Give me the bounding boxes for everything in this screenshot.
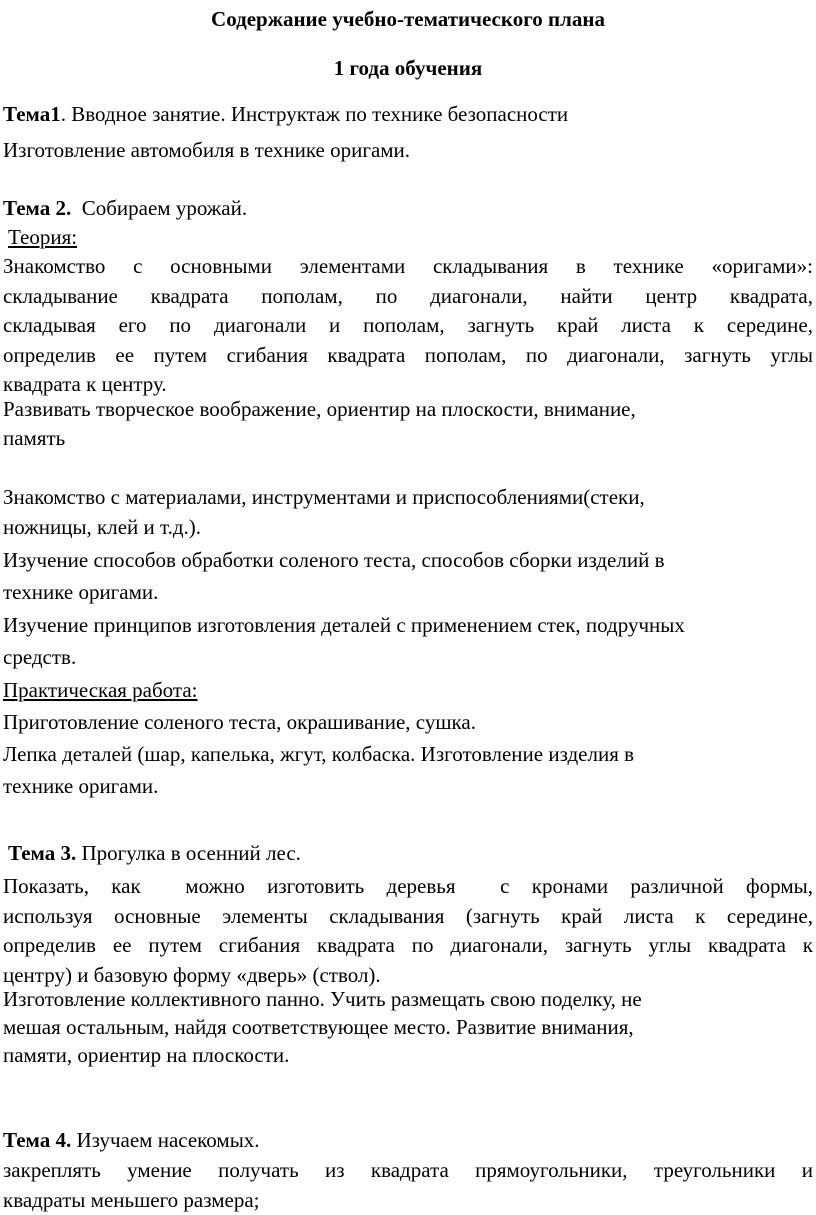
topic2-heading — [3, 194, 811, 223]
paragraph-line: закреплять умение получать из квадрата прямоугольники, треугольники и — [3, 1156, 813, 1186]
topic1-title: . Вводное занятие. Инструктаж по технике безопасности — [61, 102, 568, 126]
document-title: Содержание учебно-тематического плана — [0, 6, 816, 32]
topic2-para3-line2: ножницы, клей и т.д.). — [3, 513, 811, 542]
paragraph-line: складывание квадрата пополам, по диагонали, найти центр квадрата, — [3, 282, 813, 312]
topic2-para2-line1: Развивать творческое воображение, ориентир на плоскости, внимание, — [3, 395, 811, 424]
topic4-heading — [3, 1126, 811, 1155]
topic2-practice2-line2: технике оригами. — [3, 772, 811, 801]
topic2-para2-line2: память — [3, 424, 811, 453]
topic2-title: Собираем урожай. — [71, 196, 247, 220]
topic3-paragraph1 — [3, 872, 813, 990]
topic3-heading — [8, 839, 816, 868]
topic2-theory-label: Теория: — [8, 223, 816, 252]
topic3-label: Тема 3. — [8, 841, 76, 865]
topic4-label: Тема 4. — [3, 1128, 71, 1152]
topic2-practice-label: Практическая работа: — [3, 676, 811, 705]
topic2-paragraph1 — [3, 252, 813, 400]
paragraph-line: определив ее путем сгибания квадрата пополам, по диагонали, загнуть углы — [3, 341, 813, 371]
topic2-para4-line2: технике оригами. — [3, 578, 811, 607]
topic2-para4-line1: Изучение способов обработки соленого теста, способов сборки изделий в — [3, 546, 811, 575]
topic3-title: Прогулка в осенний лес. — [76, 841, 301, 865]
paragraph-line: складывая его по диагонали и пополам, загнуть край листа к середине, — [3, 311, 813, 341]
topic3-para2-line2: мешая остальным, найдя соответствующее место. Развитие внимания, — [3, 1013, 811, 1042]
paragraph-line: Показать, как можно изготовить деревья с кронами различной формы, — [3, 872, 813, 902]
topic2-practice2-line1: Лепка деталей (шар, капелька, жгут, колбаска. Изготовление изделия в — [3, 740, 811, 769]
topic1-line2: Изготовление автомобиля в технике оригами. — [3, 136, 811, 165]
paragraph-line: центру) и базовую форму «дверь» (ствол). — [3, 961, 813, 991]
topic1-heading — [3, 100, 811, 129]
topic4-paragraph1 — [3, 1156, 813, 1215]
topic3-para2-line1: Изготовление коллективного панно. Учить размещать свою поделку, не — [3, 985, 811, 1014]
paragraph-line: Знакомство с основными элементами складывания в технике «оригами»: — [3, 252, 813, 282]
topic3-para2-line3: памяти, ориентир на плоскости. — [3, 1041, 811, 1070]
topic4-title: Изучаем насекомых. — [71, 1128, 259, 1152]
paragraph-line: квадраты меньшего размера; — [3, 1186, 813, 1215]
topic1-label: Тема1 — [3, 102, 61, 126]
paragraph-line: квадрата к центру. — [3, 370, 813, 400]
topic2-para5-line2: средств. — [3, 643, 811, 672]
paragraph-line: используя основные элементы складывания (загнуть край листа к середине, — [3, 902, 813, 932]
topic2-label: Тема 2. — [3, 196, 71, 220]
topic2-para5-line1: Изучение принципов изготовления деталей с применением стек, подручных — [3, 611, 811, 640]
paragraph-line: определив ее путем сгибания квадрата по диагонали, загнуть углы квадрата к — [3, 931, 813, 961]
document-subtitle: 1 года обучения — [0, 55, 816, 81]
topic2-practice1: Приготовление соленого теста, окрашивание, сушка. — [3, 708, 811, 737]
topic2-para3-line1: Знакомство с материалами, инструментами и приспособлениями(стеки, — [3, 483, 811, 512]
